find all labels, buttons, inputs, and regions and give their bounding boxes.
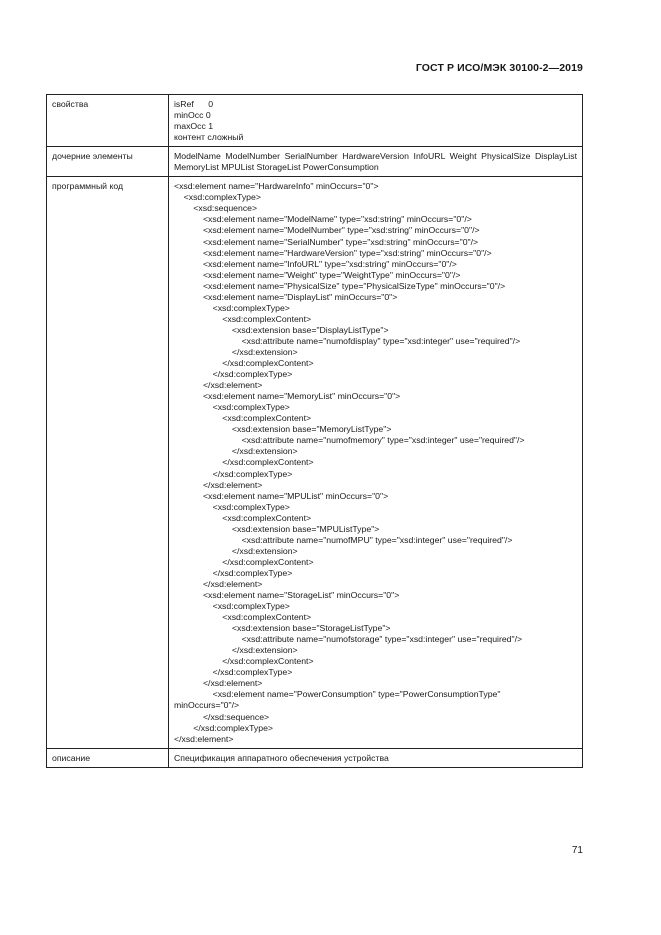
code-line: </xsd:element> [174, 678, 263, 689]
code-line: </xsd:complexType> [174, 667, 293, 678]
property-line: maxOcc 1 [174, 121, 214, 132]
code-line: minOccurs="0"/> [174, 700, 240, 711]
code-line: </xsd:complexContent> [174, 656, 314, 667]
row-label-properties: свойства [47, 95, 169, 147]
code-line: <xsd:complexType> [174, 302, 290, 313]
row-label-children: дочерние элементы [47, 147, 169, 177]
code-line: </xsd:complexType> [174, 567, 293, 578]
table-row-children [47, 147, 583, 177]
table-row-code [47, 177, 583, 748]
code-line: <xsd:complexContent> [174, 413, 312, 424]
code-line: <xsd:element name="PhysicalSize" type="PhysicalSizeType" minOccurs="0"/> [174, 280, 506, 291]
code-line: </xsd:complexType> [174, 468, 293, 479]
row-label-code: программный код [47, 177, 169, 748]
description-text: Спецификация аппаратного обеспечения устройства [169, 748, 583, 767]
property-line: контент сложный [174, 132, 244, 143]
code-line: <xsd:complexType> [174, 192, 261, 203]
code-line: </xsd:complexType> [174, 369, 293, 380]
code-line: <xsd:attribute name="numofMPU" type="xsd:integer" use="required"/> [174, 534, 513, 545]
code-line: </xsd:complexContent> [174, 457, 314, 468]
code-line: </xsd:complexContent> [174, 358, 314, 369]
code-line: <xsd:element name="MemoryList" minOccurs="0"> [174, 391, 401, 402]
code-line: <xsd:element name="ModelName" type="xsd:string" minOccurs="0"/> [174, 214, 472, 225]
code-line: </xsd:complexContent> [174, 556, 314, 567]
code-line: <xsd:complexContent> [174, 612, 312, 623]
code-line: </xsd:extension> [174, 545, 298, 556]
code-line: <xsd:element name="PowerConsumption" type="PowerConsumptionType" [174, 689, 501, 700]
code-line: <xsd:element name="StorageList" minOccurs="0"> [174, 590, 400, 601]
code-line: </xsd:element> [174, 733, 234, 744]
code-line: <xsd:element name="Weight" type="WeightType" minOccurs="0"/> [174, 269, 461, 280]
code-line: </xsd:element> [174, 578, 263, 589]
code-line: <xsd:attribute name="numofdisplay" type="xsd:integer" use="required"/> [174, 335, 521, 346]
code-line: </xsd:extension> [174, 645, 298, 656]
code-line: <xsd:complexType> [174, 402, 290, 413]
code-line: <xsd:attribute name="numofmemory" type="xsd:integer" use="required"/> [174, 435, 525, 446]
property-line: minOcc 0 [174, 110, 211, 121]
code-line: <xsd:extension base="DisplayListType"> [174, 324, 389, 335]
code-line: <xsd:complexType> [174, 501, 290, 512]
code-line: <xsd:attribute name="numofstorage" type="xsd:integer" use="required"/> [174, 634, 523, 645]
code-line: <xsd:complexType> [174, 601, 290, 612]
code-line: <xsd:element name="HardwareInfo" minOccurs="0"> [174, 181, 379, 192]
spec-table [46, 94, 583, 768]
code-cell [169, 177, 583, 748]
code-line: <xsd:extension base="MPUListType"> [174, 523, 380, 534]
code-line: </xsd:extension> [174, 446, 298, 457]
code-line: <xsd:complexContent> [174, 313, 312, 324]
page-number: 71 [571, 845, 583, 856]
document-header: ГОСТ Р ИСО/МЭК 30100-2—2019 [415, 62, 583, 74]
table-row-description [47, 748, 583, 767]
code-line: </xsd:element> [174, 479, 263, 490]
child-elements-list: ModelName ModelNumber SerialNumber HardwareVersion InfoURL Weight PhysicalSize DisplayList MemoryList MPUList StorageList PowerConsumption [169, 147, 583, 177]
code-line: </xsd:extension> [174, 346, 298, 357]
code-line: <xsd:element name="SerialNumber" type="xsd:string" minOccurs="0"/> [174, 236, 479, 247]
code-line: <xsd:element name="MPUList" minOccurs="0"> [174, 490, 389, 501]
code-line: <xsd:extension base="StorageListType"> [174, 623, 391, 634]
row-label-description: описание [47, 748, 169, 767]
code-line: <xsd:element name="HardwareVersion" type="xsd:string" minOccurs="0"/> [174, 247, 492, 258]
code-line: </xsd:complexType> [174, 722, 273, 733]
code-line: <xsd:element name="InfoURL" type="xsd:string" minOccurs="0"/> [174, 258, 457, 269]
code-line: <xsd:element name="DisplayList" minOccurs="0"> [174, 291, 398, 302]
code-line: <xsd:extension base="MemoryListType"> [174, 424, 392, 435]
code-line: <xsd:complexContent> [174, 512, 312, 523]
table-row-properties [47, 95, 583, 147]
properties-cell [169, 95, 583, 147]
code-line: </xsd:element> [174, 380, 263, 391]
code-line: <xsd:sequence> [174, 203, 258, 214]
code-line: <xsd:element name="ModelNumber" type="xsd:string" minOccurs="0"/> [174, 225, 480, 236]
property-line: isRef 0 [174, 99, 214, 109]
code-line: </xsd:sequence> [174, 711, 270, 722]
